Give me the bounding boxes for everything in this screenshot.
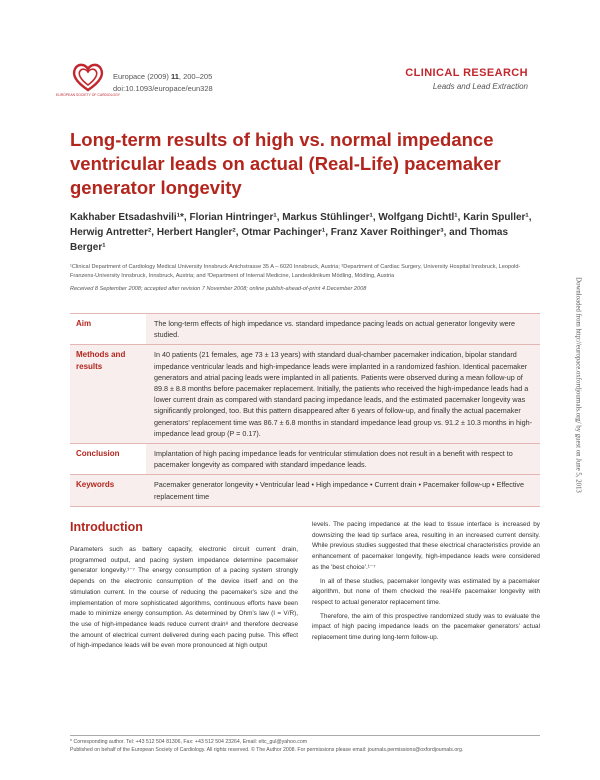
journal-logo — [56, 60, 120, 102]
abstract-row-keywords — [70, 474, 540, 505]
journal-name: Europace (2009) — [113, 72, 169, 81]
section-title: CLINICAL RESEARCH — [405, 67, 528, 79]
received-dates: Received 8 September 2008; accepted after revision 7 November 2008; online publish-ahead-of-print 4 December 2008 — [70, 286, 367, 292]
footnote-divider — [70, 735, 540, 736]
article-title: Long-term results of high vs. normal impedance ventricular leads on actual (Real-Life) pacemaker generator longevity — [70, 129, 501, 198]
journal-volume: 11 — [170, 72, 179, 81]
paragraph: levels. The pacing impedance at the lead to tissue interface is increased by downsizing the lead tip surface area, resulting in an increased current density. While previous studies suggested that these electrical characteristics provide an enhancement of pacemaker longevity, high-impedance leads were considered as the 'best choice'.¹⁻⁷ — [312, 521, 540, 571]
paragraph: In all of these studies, pacemaker longevity was estimated by a pacemaker algorithm, but none of them checked the real-life pacemaker longevity with respect to actual generator replacement time. — [312, 577, 540, 606]
abstract-label: Conclusion — [76, 449, 120, 459]
abstract-text: Pacemaker generator longevity • Ventricular lead • High impedance • Current drain • Pacemaker follow-up • Effective replacement time — [146, 475, 540, 505]
logo-text-1: EUROPEAN SOCIETY OF CARDIOLOGY — [56, 93, 120, 97]
author-list: Kakhaber Etsadashvili¹*, Florian Hintringer¹, Markus Stühlinger¹, Wolfgang Dichtl¹, Karin Spuller¹, Herwig Antretter², Herbert Hangler², Otmar Pachinger¹, Franz Xaver Roithinger³, and Thomas Berger¹ — [70, 212, 532, 253]
abstract-row-aim — [70, 313, 540, 344]
abstract-text: In 40 patients (21 females, age 73 ± 13 years) with standard dual-chamber pacemaker indication, bipolar standard impedance ventricular leads and high-impedance leads were implanted in a randomized fashion. Identical pacemaker generators and atrial pacing leads were implanted in all patients. Patients were observed during a mean follow-up of 89.8 ± 8.8 months before pacemaker replacement. Initially, the patients who received the high-impedance leads had a lower current drain as compared with standard pacing impedance leads, and the estimated pacemaker longevity was significantly prolonged, too. But this pattern disappeared after 6 years of follow-up, and finally the actual pacemaker generators' replacement time was 86.7 ± 6.8 months in standard impedance lead group vs. 91.2 ± 10.3 months in high-impedance lead group (P = 0.17). — [146, 345, 540, 443]
corresponding-author: * Corresponding author. Tel: +43 512 504 81306, Fax: +43 512 504 23264, Email: eltc_gul@yahoo.com — [70, 739, 308, 745]
paragraph: Parameters such as battery capacity, electronic circuit current drain, programmed output, and pacing system impedance determine pacemaker generator longevity.¹⁻⁷ The energy consumption of a pacing system strongly depends on the electronic consumption of the device itself and on the stimulation current. In the course of reducing the pacemaker's size and the implementation of more sophisticated algorithms, continuous efforts have been made to minimize energy consumption. As determined by Ohm's law (I = V/R), the use of high-impedance leads reduce current drain⁸ and therefore decrease the amount of electrical current delivered during each pacing pulse. This effect of high-impedance leads will be even more pronounced at high output — [70, 546, 298, 650]
abstract-text: The long-term effects of high impedance vs. standard impedance pacing leads on actual generator longevity were studied. — [146, 314, 540, 344]
abstract-label: Keywords — [70, 475, 146, 505]
download-watermark — [574, 240, 582, 530]
download-watermark-text: Downloaded from http://europace.oxfordjournals.org/ by guest on June 5, 2013 — [574, 277, 582, 493]
affiliations: ¹Clinical Department of Cardiology Medical University Innsbruck Anichstrasse 35 A – 6020 Innsbruck, Austria; ²Department of Cardiac Surgery, University Hospital Innsbruck, Leopold-Franzens-University Innsbruck, Innsbruck, Austria; and ³Department of Internal Medicine, Landesklinikum Mödling, Mödling, Austria — [70, 264, 521, 279]
subsection-title: Leads and Lead Extraction — [432, 82, 528, 91]
abstract-bottom-rule — [70, 506, 540, 507]
body-column-right — [312, 520, 540, 647]
abstract-row-methods — [70, 344, 540, 443]
body-column-left — [70, 545, 298, 655]
paragraph: Therefore, the aim of this prospective randomized study was to evaluate the impact of high pacing impedance leads on the pacemaker generators' actual replacement time during long-term follow-up. — [312, 612, 540, 642]
structured-abstract — [70, 313, 540, 507]
doi: doi:10.1093/europace/eun328 — [113, 84, 213, 93]
abstract-label: Methods and results — [70, 345, 146, 443]
abstract-label: Aim — [76, 319, 92, 328]
publisher-note: Published on behalf of the European Society of Cardiology. All rights reserved. © The Author 2008. For permissions please email: journals.permissions@oxfordjournals.org. — [70, 747, 464, 754]
abstract-text: Implantation of high pacing impedance leads for ventricular stimulation does not result in a benefit with respect to pacemaker longevity as compared with standard impedance leads. — [146, 444, 540, 474]
section-tag — [405, 67, 528, 91]
introduction-heading: Introduction — [70, 520, 143, 534]
abstract-row-conclusion — [70, 443, 540, 474]
journal-pages: , 200–205 — [178, 72, 213, 81]
journal-info — [113, 71, 213, 95]
footnotes — [70, 738, 540, 754]
